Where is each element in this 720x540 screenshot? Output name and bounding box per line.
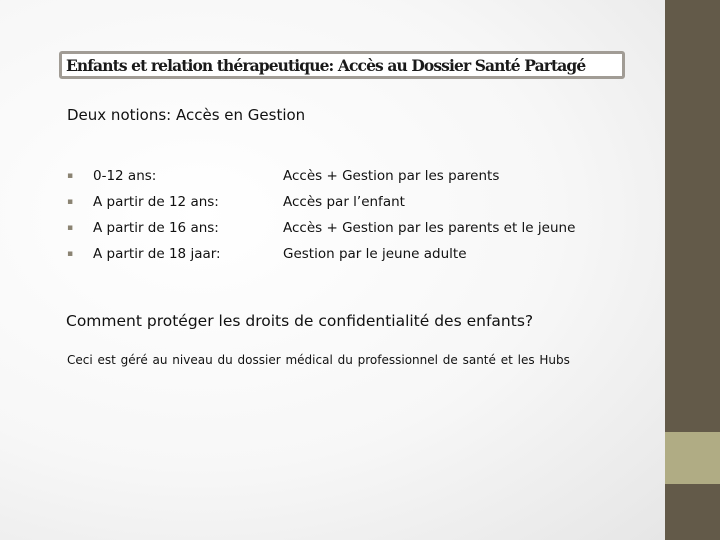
sidebar-decoration-accent bbox=[665, 432, 720, 484]
age-range: 0-12 ans: bbox=[93, 168, 157, 184]
bullet-icon: ▪ bbox=[67, 197, 74, 207]
access-description: Accès + Gestion par les parents et le jeune bbox=[283, 220, 576, 236]
footnote: Ceci est géré au niveau du dossier médical du professionnel de santé et les Hubs bbox=[67, 353, 570, 367]
access-description: Accès par l’enfant bbox=[283, 194, 405, 210]
age-range: A partir de 16 ans: bbox=[93, 220, 219, 236]
bullet-row bbox=[67, 215, 647, 241]
access-description: Accès + Gestion par les parents bbox=[283, 168, 500, 184]
bullet-row bbox=[67, 189, 647, 215]
bullet-icon: ▪ bbox=[67, 249, 74, 259]
slide-title-box bbox=[59, 51, 625, 79]
age-range: A partir de 18 jaar: bbox=[93, 246, 221, 262]
slide-title: Enfants et relation thérapeutique: Accès au Dossier Santé Partagé bbox=[66, 55, 586, 75]
bullet-list bbox=[67, 163, 647, 267]
confidentiality-question: Comment protéger les droits de confidentialité des enfants? bbox=[66, 312, 534, 330]
bullet-row bbox=[67, 163, 647, 189]
sidebar-decoration-bottom bbox=[665, 484, 720, 540]
bullet-row bbox=[67, 241, 647, 267]
age-range: A partir de 12 ans: bbox=[93, 194, 219, 210]
access-description: Gestion par le jeune adulte bbox=[283, 246, 467, 262]
sidebar-decoration-top bbox=[665, 0, 720, 432]
subtitle: Deux notions: Accès en Gestion bbox=[67, 106, 306, 124]
bullet-icon: ▪ bbox=[67, 171, 74, 181]
bullet-icon: ▪ bbox=[67, 223, 74, 233]
